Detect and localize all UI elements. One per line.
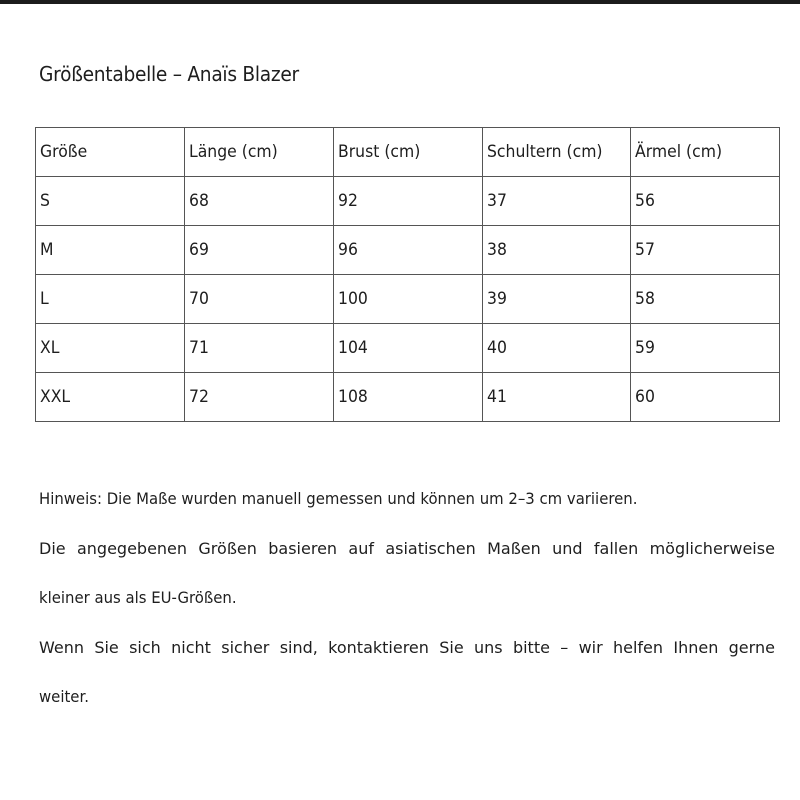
cell-length: 69 — [185, 226, 334, 275]
word: sicher — [221, 637, 270, 657]
cell-sleeve: 57 — [631, 226, 780, 275]
table-row — [36, 177, 780, 226]
word: helfen — [612, 637, 664, 657]
cell-shoulders: 39 — [483, 275, 631, 324]
header-sleeve: Ärmel (cm) — [631, 128, 780, 177]
word: Die — [39, 538, 66, 558]
word: Größen — [198, 538, 257, 558]
word: bitte — [512, 637, 550, 657]
word: möglicherweise — [649, 538, 775, 558]
cell-size: XXL — [36, 373, 185, 422]
word: sind, — [279, 637, 318, 657]
cell-length: 68 — [185, 177, 334, 226]
cell-chest: 96 — [334, 226, 483, 275]
word: auf — [348, 538, 374, 558]
header-chest: Brust (cm) — [334, 128, 483, 177]
word: – — [560, 637, 569, 657]
cell-shoulders: 41 — [483, 373, 631, 422]
cell-shoulders: 37 — [483, 177, 631, 226]
header-length: Länge (cm) — [185, 128, 334, 177]
table-header-row — [36, 128, 780, 177]
table-row — [36, 275, 780, 324]
cell-sleeve: 58 — [631, 275, 780, 324]
notes-section — [39, 485, 777, 733]
word: Ihnen — [673, 637, 719, 657]
cell-chest: 92 — [334, 177, 483, 226]
note-contact — [39, 634, 777, 684]
word: Sie — [439, 637, 464, 657]
cell-chest: 104 — [334, 324, 483, 373]
word: basieren — [268, 538, 338, 558]
top-window-bar — [0, 0, 800, 4]
cell-size: L — [36, 275, 185, 324]
note-asian-sizes-cont: kleiner aus als EU-Größen. — [39, 588, 237, 607]
cell-chest: 108 — [334, 373, 483, 422]
table-row — [36, 324, 780, 373]
word: gerne — [728, 637, 775, 657]
note-asian-sizes-text — [39, 535, 775, 563]
word: asiatischen — [385, 538, 476, 558]
page-title: Größentabelle – Anaïs Blazer — [39, 62, 299, 86]
word: kontaktieren — [328, 637, 429, 657]
word: fallen — [593, 538, 639, 558]
word: und — [552, 538, 583, 558]
word: nicht — [171, 637, 211, 657]
word: Sie — [94, 637, 119, 657]
word: Wenn — [39, 637, 85, 657]
cell-chest: 100 — [334, 275, 483, 324]
note-contact-text — [39, 634, 775, 662]
cell-sleeve: 59 — [631, 324, 780, 373]
cell-size: M — [36, 226, 185, 275]
note-contact-cont: weiter. — [39, 687, 89, 706]
word: uns — [474, 637, 503, 657]
cell-sleeve: 56 — [631, 177, 780, 226]
cell-length: 70 — [185, 275, 334, 324]
cell-shoulders: 40 — [483, 324, 631, 373]
note-asian-sizes — [39, 535, 777, 585]
header-shoulders: Schultern (cm) — [483, 128, 631, 177]
cell-length: 72 — [185, 373, 334, 422]
cell-shoulders: 38 — [483, 226, 631, 275]
word: Maßen — [487, 538, 541, 558]
word: wir — [578, 637, 603, 657]
size-chart-table — [35, 127, 780, 422]
cell-sleeve: 60 — [631, 373, 780, 422]
word: angegebenen — [76, 538, 188, 558]
note-measurement-tolerance: Hinweis: Die Maße wurden manuell gemessen und können um 2–3 cm variieren. — [39, 489, 638, 508]
table-row — [36, 226, 780, 275]
cell-size: XL — [36, 324, 185, 373]
header-size: Größe — [36, 128, 185, 177]
cell-length: 71 — [185, 324, 334, 373]
table-row — [36, 373, 780, 422]
cell-size: S — [36, 177, 185, 226]
word: sich — [129, 637, 161, 657]
